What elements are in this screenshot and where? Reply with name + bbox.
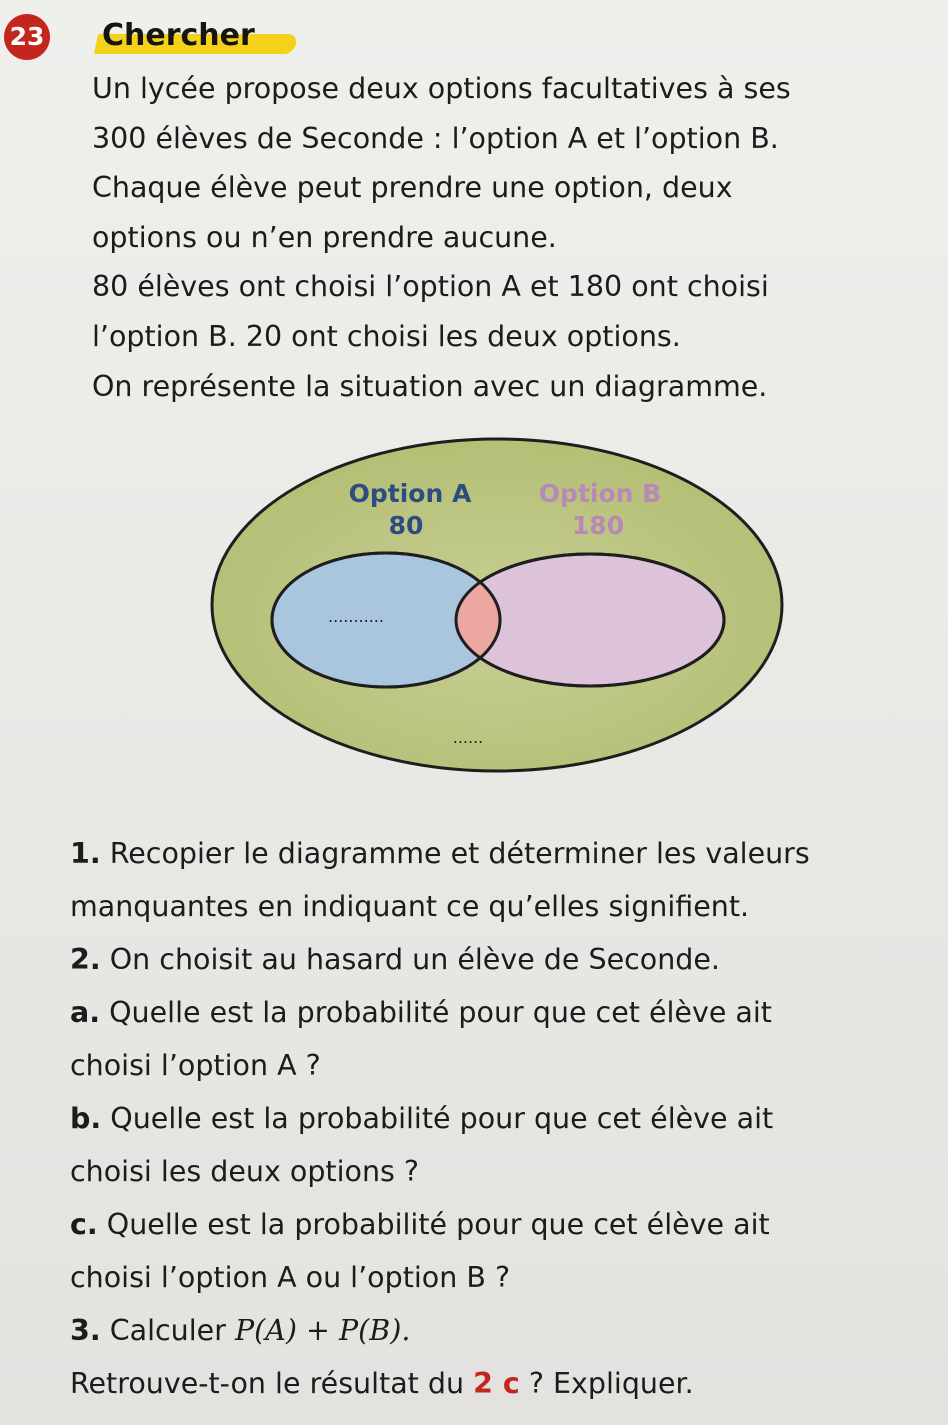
exercise-tag-label: Chercher xyxy=(102,18,255,53)
question-text: Recopier le diagramme et déterminer les valeurs xyxy=(109,837,810,870)
venn-diagram xyxy=(206,436,798,780)
blank-none: ...... xyxy=(452,728,484,747)
question-text: On choisit au hasard un élève de Seconde. xyxy=(109,943,720,976)
exercise-statement xyxy=(92,64,932,411)
question-3 xyxy=(70,1304,940,1357)
question-number: 3. xyxy=(70,1314,101,1347)
question-text: Quelle est la probabilité pour que cet élève ait xyxy=(106,1208,770,1241)
statement-line: 300 élèves de Seconde : l’option A et l’option B. xyxy=(92,121,779,155)
question-number: a. xyxy=(70,996,101,1029)
statement-line: 80 élèves ont choisi l’option A et 180 ont choisi xyxy=(92,270,769,304)
exercise-number-badge: 23 xyxy=(4,14,50,60)
question-text: Retrouve-t-on le résultat du xyxy=(70,1367,465,1400)
question-text: ? Expliquer. xyxy=(528,1367,694,1400)
statement-line: l’option B. 20 ont choisi les deux options. xyxy=(92,319,681,353)
question-2c-cont xyxy=(70,1251,940,1304)
question-text: Calculer xyxy=(109,1314,226,1347)
question-text: choisi les deux options ? xyxy=(70,1155,420,1188)
question-text: Quelle est la probabilité pour que cet élève ait xyxy=(109,996,772,1029)
set-b-label: Option B xyxy=(538,479,662,508)
set-a-label: Option A xyxy=(348,479,472,508)
question-text: manquantes en indiquant ce qu’elles signifient. xyxy=(70,890,750,923)
question-number: b. xyxy=(70,1102,102,1135)
statement-line: On représente la situation avec un diagramme. xyxy=(92,369,768,403)
question-2b-cont xyxy=(70,1145,940,1198)
question-2 xyxy=(70,933,940,986)
question-number: 1. xyxy=(70,837,101,870)
question-2a xyxy=(70,986,940,1039)
exercise-tag xyxy=(96,16,255,56)
question-text: choisi l’option A ? xyxy=(70,1049,321,1082)
formula: P(A) + P(B). xyxy=(234,1314,411,1347)
question-1-cont xyxy=(70,880,940,933)
statement-line: Un lycée propose deux options facultatives à ses xyxy=(92,72,791,105)
question-1 xyxy=(70,827,940,880)
question-2c xyxy=(70,1198,940,1251)
question-2a-cont xyxy=(70,1039,940,1092)
set-b-value: 180 xyxy=(571,511,625,540)
blank-a-only: ........... xyxy=(328,607,384,626)
question-text: choisi l’option A ou l’option B ? xyxy=(70,1261,511,1294)
question-3-cont xyxy=(70,1357,940,1410)
question-number: c. xyxy=(70,1208,98,1241)
question-text: Quelle est la probabilité pour que cet élève ait xyxy=(110,1102,774,1135)
questions-block xyxy=(70,827,940,1410)
statement-line: Chaque élève peut prendre une option, deux xyxy=(92,171,733,205)
question-2b xyxy=(70,1092,940,1145)
question-number: 2. xyxy=(70,943,101,976)
statement-line: options ou n’en prendre aucune. xyxy=(92,220,557,254)
question-reference: 2 c xyxy=(473,1367,520,1400)
set-a-value: 80 xyxy=(388,511,424,540)
